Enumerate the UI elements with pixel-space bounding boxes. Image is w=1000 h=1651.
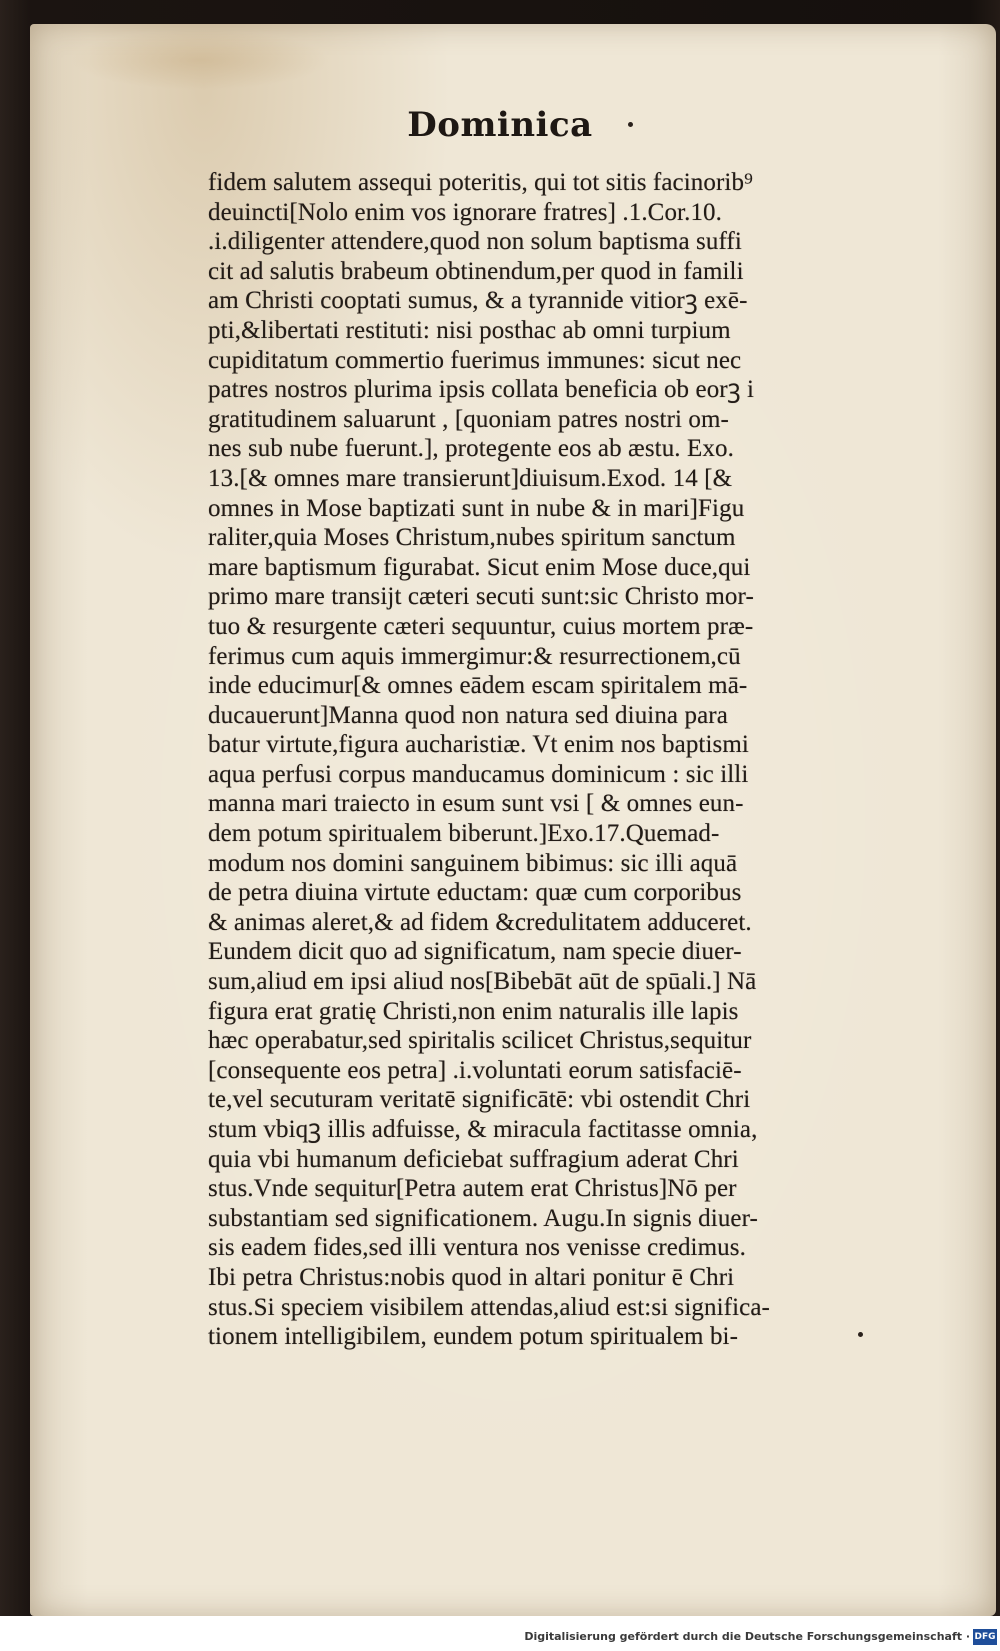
text-line: & animas aleret,& ad fidem &credulitatem adduceret. xyxy=(208,908,752,936)
text-line: omnes in Mose baptizati sunt in nube & in mari]Figu xyxy=(208,494,745,522)
text-line: Ibi petra Christus:nobis quod in altari ponitur ē Chri xyxy=(208,1263,735,1291)
text-line: gratitudinem saluarunt , [quoniam patres nostri om- xyxy=(208,405,729,433)
text-line: te,vel secuturam veritatē significātē: vbi ostendit Chri xyxy=(208,1086,751,1114)
text-line: figura erat gratię Christi,non enim naturalis ille lapis xyxy=(208,997,739,1025)
text-line: ducauerunt]Manna quod non natura sed diuina para xyxy=(208,701,728,729)
text-line: Eundem dicit quo ad significatum, nam specie diuer- xyxy=(208,938,742,966)
text-line: stus.Si speciem visibilem attendas,aliud est:si significa- xyxy=(208,1293,770,1321)
text-line: raliter,quia Moses Christum,nubes spiritum sanctum xyxy=(208,524,736,552)
text-line: stum vbiqꝫ illis adfuisse, & miracula factitasse omnia, xyxy=(208,1116,758,1143)
text-line: hæc operabatur,sed spiritalis scilicet Christus,sequitur xyxy=(208,1027,752,1055)
text-line: stus.Vnde sequitur[Petra autem erat Christus]Nō per xyxy=(208,1175,737,1203)
text-line: [consequente eos petra] .i.voluntati eorum satisfaciē- xyxy=(208,1056,742,1084)
text-line: nes sub nube fuerunt.], protegente eos ab æstu. Exo. xyxy=(208,435,734,463)
text-line: 13.[& omnes mare transierunt]diuisum.Exod. 14 [& xyxy=(208,464,733,492)
text-line: ferimus cum aquis immergimur:& resurrectionem,cū xyxy=(208,642,741,670)
text-line: modum nos domini sanguinem bibimus: sic illi aquā xyxy=(208,849,738,877)
text-line: dem potum spiritualem biberunt.]Exo.17.Quemad- xyxy=(208,820,720,848)
footer-strip xyxy=(0,1616,1000,1651)
text-line: cupiditatum commertio fuerimus immunes: sicut nec xyxy=(208,346,742,374)
text-line: .i.diligenter attendere,quod non solum baptisma suffi xyxy=(208,228,742,256)
text-line: deuincti[Nolo enim vos ignorare fratres] .1.Cor.10. xyxy=(208,198,722,226)
text-line: manna mari traiecto in esum sunt vsi [ & omnes eun- xyxy=(208,790,744,818)
text-line: aqua perfusi corpus manducamus dominicum : sic illi xyxy=(208,760,749,788)
text-line: tionem intelligibilem, eundem potum spiritualem bi- xyxy=(208,1323,739,1351)
text-line: batur virtute,figura aucharistiæ. Vt enim nos baptismi xyxy=(208,731,749,759)
text-line: primo mare transijt cæteri secuti sunt:sic Christo mor- xyxy=(208,583,754,611)
text-line: mare baptismum figurabat. Sicut enim Mose duce,qui xyxy=(208,553,751,581)
text-block xyxy=(208,168,898,1352)
text-line: pti,&libertati restituti: nisi posthac ab omni turpium xyxy=(208,316,731,344)
text-line: sum,aliud em ipsi aliud nos[Bibebāt aūt de spūali.] Nā xyxy=(208,968,757,996)
digitization-credit: Digitalisierung gefördert durch die Deutsche Forschungsgemeinschaft · xyxy=(524,1630,970,1643)
text-line: cit ad salutis brabeum obtinendum,per quod in famili xyxy=(208,257,744,285)
text-line: de petra diuina virtute eductam: quæ cum corporibus xyxy=(208,879,742,907)
paper-stain xyxy=(70,30,330,90)
text-line: am Christi cooptati sumus, & a tyrannide vitiorꝫ exē- xyxy=(208,287,748,315)
text-line: fidem salutem assequi poteritis, qui tot sitis facinorib⁹ xyxy=(208,169,753,196)
text-line: patres nostros plurima ipsis collata beneficia ob eorꝫ i xyxy=(208,376,754,404)
running-head: Dominica xyxy=(407,105,593,145)
text-line: tuo & resurgente cæteri sequuntur, cuius mortem præ- xyxy=(208,612,754,640)
text-line: quia vbi humanum deficiebat suffragium aderat Chri xyxy=(208,1145,739,1173)
dfg-logo: DFG xyxy=(973,1629,997,1645)
text-line: substantiam sed significationem. Augu.In signis diuer- xyxy=(208,1204,758,1232)
text-line: sis eadem fides,sed illi ventura nos venisse credimus. xyxy=(208,1234,746,1262)
text-line: inde educimur[& omnes eādem escam spiritalem mā- xyxy=(208,672,748,700)
